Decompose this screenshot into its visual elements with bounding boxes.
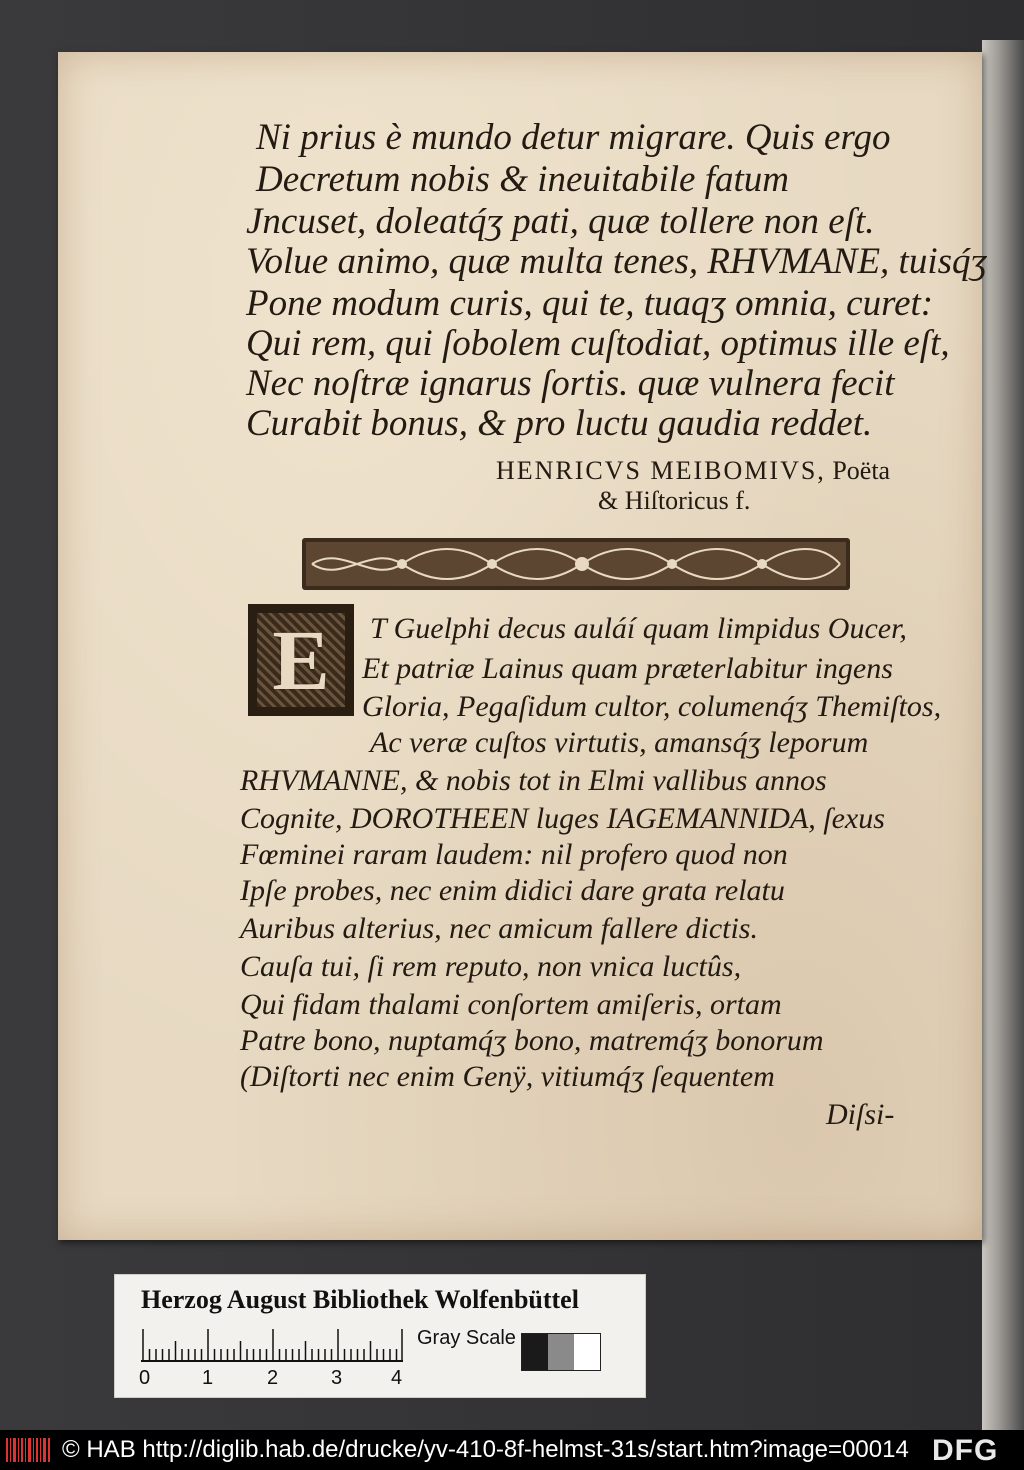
scanner-edge [982,40,1024,1430]
poem2-line-11: Qui fidam thalami conſortem amiſeris, ortam [240,988,782,1021]
ruler-number-4: 4 [391,1367,403,1389]
gray-scale-label: Gray Scale [417,1327,516,1349]
ruler-scale [141,1327,403,1363]
poem2-line-5: RHVMANNE, & nobis tot in Elmi vallibus annos [240,764,827,797]
poem1-line-4: Volue animo, quæ multa tenes, RHVMANE, tuisq́ʒ [246,241,987,282]
barcode-icon [6,1436,52,1464]
decorated-initial [248,604,354,716]
ornamental-band [302,538,850,590]
poem1-line-5: Pone modum curis, qui te, tuaqʒ omnia, curet: [246,283,934,324]
poem2-line-13: (Diſtorti nec enim Genÿ, vitiumq́ʒ ſequentem [240,1060,775,1093]
poem2-line-2: Et patriæ Lainus quam præterlabitur ingens [362,652,893,685]
initial-letter: E [272,612,330,708]
signature-line-2: & Hiſtoricus f. [598,486,751,515]
poem2-line-6: Cognite, DOROTHEEN luges IAGEMANNIDA, ſexus [240,802,885,835]
copyright-url: © HAB http://diglib.hab.de/drucke/yv-410-8f-helmst-31s/start.htm?image=00014 [62,1436,909,1463]
ruler-number-0: 0 [139,1367,151,1389]
poem1-line-6: Qui rem, qui ſobolem cuſtodiat, optimus ille eſt, [246,323,950,364]
poem2-line-10: Cauſa tui, ſi rem reputo, non vnica luctûs, [240,950,742,983]
swatch-gray [548,1334,574,1370]
poem1-line-7: Nec noſtræ ignarus ſortis. quæ vulnera fecit [246,363,895,404]
poem2-line-9: Auribus alterius, nec amicum fallere dictis. [240,912,758,945]
swatch-black [522,1334,548,1370]
catchword: Diſsi- [826,1098,895,1131]
gray-scale-swatches [521,1333,601,1371]
ruler-number-1: 1 [202,1367,214,1389]
poem1-line-1: Ni prius è mundo detur migrare. Quis ergo [256,117,891,158]
signature-title-1: Poëta [832,456,891,485]
signature-line-1 [496,456,890,486]
poem2-line-7: Fœminei raram laudem: nil profero quod non [240,838,788,871]
library-label-card [114,1274,646,1398]
dfg-logo: DFG [932,1434,999,1467]
signature-name: HENRICVS MEIBOMIVS, [496,456,826,485]
swatch-white [574,1334,600,1370]
poem2-line-1: T Guelphi decus auláí quam limpidus Oucer, [370,612,907,645]
library-name: Herzog August Bibliothek Wolfenbüttel [141,1285,579,1314]
poem2-line-4: Ac veræ cuſtos virtutis, amansq́ʒ leporum [370,726,869,759]
footer-bar [0,1430,1024,1470]
poem2-line-8: Ipſe probes, nec enim didici dare grata relatu [240,874,785,907]
poem2-line-12: Patre bono, nuptamq́ʒ bono, matremq́ʒ bonorum [240,1024,824,1057]
poem1-line-2: Decretum nobis & ineuitabile fatum [256,159,789,200]
poem1-line-8: Curabit bonus, & pro luctu gaudia reddet. [246,403,873,444]
ruler-number-2: 2 [267,1367,279,1389]
poem1-line-3: Jncuset, doleatq́ʒ pati, quæ tollere non eſt. [246,201,875,242]
poem2-line-3: Gloria, Pegaſidum cultor, columenq́ʒ Themiſtos, [362,690,942,723]
ruler-number-3: 3 [331,1367,343,1389]
